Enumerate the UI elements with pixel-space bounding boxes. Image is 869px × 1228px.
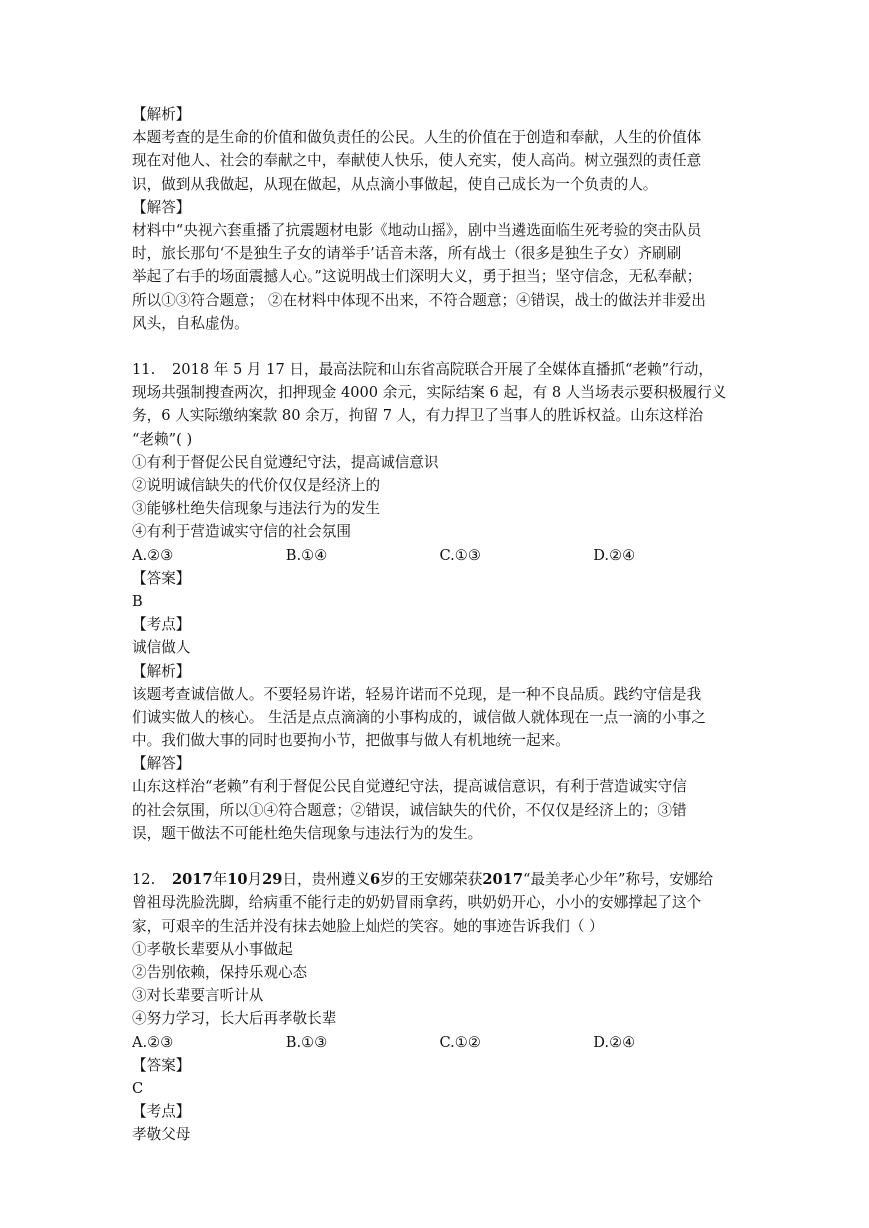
solution-line: 时，旅长那句‘不是独生子女的请举手’话音未落，所有战士（很多是独生子女）齐刷刷	[132, 245, 682, 263]
statement-4: ④努力学习，长大后再孝敬长辈	[132, 1010, 337, 1028]
option-a: A.②③	[132, 546, 174, 564]
document-page	[132, 103, 747, 1146]
solution-line: 的社会氛围，所以①④符合题意；②错误，诚信缺失的代价，不仅仅是经济上的；③错	[132, 801, 687, 819]
question-stem-text: 2018 年 5 月 17 日，最高法院和山东省高院联合开展了全媒体直播抓“老赖”行动，	[172, 361, 713, 379]
point-label: 【考点】	[132, 1103, 191, 1121]
option-c: C.①②	[439, 1033, 481, 1051]
answer-label: 【答案】	[132, 1056, 191, 1074]
stem-age: 6	[370, 871, 381, 889]
statement-2: ②告别依赖，保持乐观心态	[132, 963, 308, 981]
options-row	[132, 544, 747, 567]
question-number: 12.	[132, 871, 156, 889]
statement-1: ①有利于督促公民自觉遵纪守法，提高诚信意识	[132, 453, 439, 471]
option-d: D.②④	[593, 546, 636, 564]
options-row	[132, 1031, 747, 1054]
analysis-line: 现在对他人、社会的奉献之中，奉献使人快乐，使人充实，使人高尚。树立强烈的责任意	[132, 152, 702, 170]
point-value: 诚信做人	[132, 639, 191, 657]
analysis-line: 们诚实做人的核心。 生活是点点滴滴的小事构成的，诚信做人就体现在一点一滴的小事之	[132, 708, 706, 726]
question-12-stem	[132, 868, 747, 891]
option-c: C.①③	[439, 546, 481, 564]
statement-3: ③对长辈要言听计从	[132, 987, 264, 1005]
option-b: B.①③	[285, 1033, 328, 1051]
solution-line: 举起了右手的场面震撼人心。”这说明战士们深明大义，勇于担当；坚守信念，无私奉献；	[132, 268, 702, 286]
analysis-line: 识，做到从我做起，从现在做起，从点滴小事做起，使自己成长为一个负责的人。	[132, 175, 658, 193]
point-value: 孝敬父母	[132, 1126, 191, 1144]
solution-line: 风头，自私虚伪。	[132, 314, 249, 332]
stem-month: 10	[227, 871, 248, 889]
stem-day: 29	[262, 871, 283, 889]
point-label: 【考点】	[132, 616, 191, 634]
question-stem-line: 务，6 人实际缴纳案款 80 余万，拘留 7 人，有力捍卫了当事人的胜诉权益。山东这样治	[132, 407, 704, 425]
analysis-label: 【解析】	[132, 106, 191, 123]
statement-3: ③能够杜绝失信现象与违法行为的发生	[132, 500, 381, 518]
option-d: D.②④	[593, 1033, 636, 1051]
option-a: A.②③	[132, 1033, 174, 1051]
question-stem-line: “老赖”( )	[132, 430, 193, 448]
statement-4: ④有利于营造诚实守信的社会氛围	[132, 523, 351, 541]
solution-label: 【解答】	[132, 755, 191, 773]
stem-text: 年	[212, 871, 228, 889]
stem-year: 2017	[172, 871, 213, 889]
solution-label: 【解答】	[132, 198, 191, 216]
answer-value: C	[132, 1079, 144, 1097]
question-11-stem	[132, 358, 747, 381]
solution-line: 误，题干做法不可能杜绝失信现象与违法行为的发生。	[132, 824, 483, 842]
answer-value: B	[132, 592, 143, 610]
analysis-line: 本题考查的是生命的价值和做负责任的公民。人生的价值在于创造和奉献，人生的价值体	[132, 129, 702, 147]
question-number: 11.	[132, 361, 156, 379]
question-stem-line: 家，可艰辛的生活并没有抹去她脸上灿烂的笑容。她的事迹告诉我们（ ）	[132, 917, 604, 935]
stem-text: 岁的王安娜荣获	[380, 871, 483, 889]
option-b: B.①④	[285, 546, 328, 564]
question-stem-line: 现场共强制搜查两次，扣押现金 4000 余元，实际结案 6 起，有 8 人当场表示要积极履行义	[132, 384, 727, 402]
analysis-label: 【解析】	[132, 662, 191, 680]
stem-text: 日，贵州遵义	[282, 871, 371, 889]
analysis-line: 该题考查诚信做人。不要轻易许诺，轻易许诺而不兑现，是一种不良品质。践约守信是我	[132, 685, 702, 703]
answer-label: 【答案】	[132, 569, 191, 587]
statement-2: ②说明诚信缺失的代价仅仅是经济上的	[132, 477, 381, 494]
stem-award-year: 2017	[482, 871, 523, 889]
solution-line: 所以①③符合题意； ②在材料中体现不出来，不符合题意；④错误，战士的做法并非爱出	[132, 291, 706, 309]
stem-text: “最美孝心少年”称号，安娜给	[523, 871, 714, 889]
statement-1: ①孝敬长辈要从小事做起	[132, 940, 293, 958]
solution-line: 山东这样治“老赖”有利于督促公民自觉遵纪守法，提高诚信意识，有利于营造诚实守信	[132, 778, 687, 796]
question-stem-line: 曾祖母洗脸洗脚，给病重不能行走的奶奶冒雨拿药，哄奶奶开心，小小的安娜撑起了这个	[132, 894, 702, 912]
stem-text: 月	[247, 871, 263, 889]
solution-line: 材料中“央视六套重播了抗震题材电影《地动山摇》，剧中当遴选面临生死考验的突击队员	[132, 221, 702, 239]
analysis-line: 中。我们做大事的同时也要拘小节，把做事与做人有机地统一起来。	[132, 732, 570, 750]
